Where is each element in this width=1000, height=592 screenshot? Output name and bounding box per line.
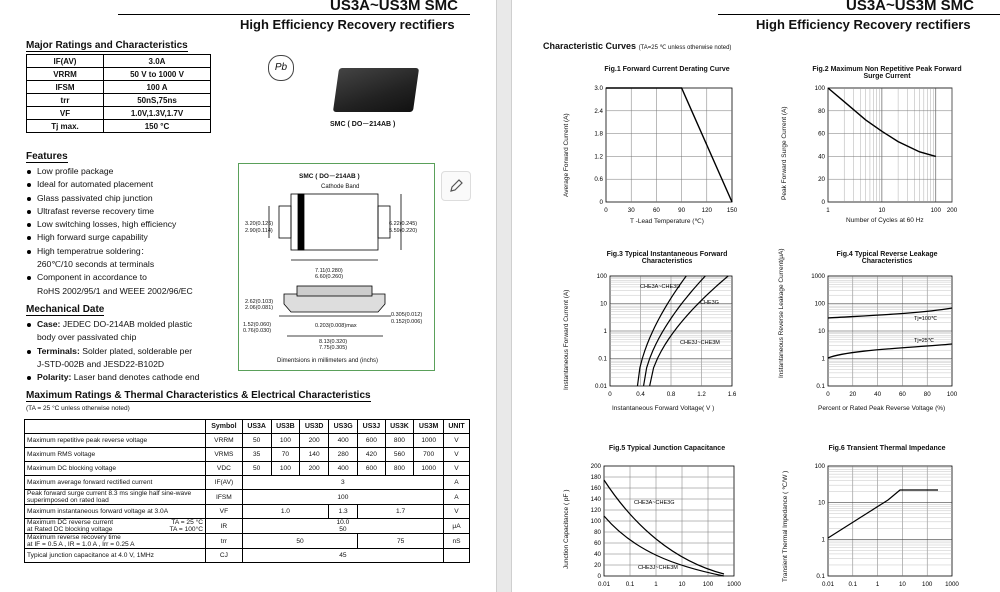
y-tick-label: 120 (590, 507, 601, 514)
mech-terminals-cont: J-STD-002B and JESD22-B102D (37, 358, 165, 369)
x-tick-label: 0 (826, 391, 830, 398)
y-tick-label: 100 (590, 518, 601, 525)
param-cell: Maximum repetitive peak reverse voltage (25, 434, 206, 448)
table-row (25, 476, 470, 490)
fig4-title: Fig.4 Typical Reverse Leakage Characteristics (836, 251, 938, 265)
feature-item: Component in accordance to (26, 271, 236, 284)
feature-item: Glass passivated chip junction (26, 192, 236, 205)
rating-symbol: trr (27, 94, 104, 107)
y-tick-label: 1 (821, 355, 825, 363)
dim-label: 2.62(0.103) (245, 299, 274, 305)
unit-cell: V (444, 505, 470, 519)
table-row (25, 434, 470, 448)
x-tick-label: 80 (923, 391, 931, 398)
x-tick-label: 1000 (727, 581, 741, 588)
fig1-xlabel: T -Lead Temperature (℃) (630, 218, 704, 225)
x-tick-label: 0 (608, 391, 612, 398)
table-header-cell: US3A (242, 420, 271, 434)
x-tick-label: 0.4 (636, 391, 645, 398)
value-cell: 600 (358, 434, 385, 448)
y-tick-label: 20 (594, 562, 601, 569)
feature-item: Low profile package (26, 165, 236, 178)
value-cell: 800 (385, 434, 414, 448)
value-cell: 400 (329, 462, 358, 476)
y-tick-label: 100 (596, 273, 607, 280)
unit-cell: V (444, 448, 470, 462)
y-tick-label: 0.01 (594, 383, 607, 390)
mech-terminals: Terminals: Solder plated, solderable per (26, 345, 246, 358)
header-rule (118, 14, 470, 15)
dim-label: 2.90(0.114) (245, 228, 273, 234)
y-tick-label: 3.0 (594, 85, 603, 92)
package-drawing (238, 163, 435, 371)
dim-label: 0.152(0.006) (391, 319, 423, 325)
value-cell: 45 (242, 549, 443, 563)
legend-label: CHE3A~CHE3G (634, 500, 675, 506)
table-header-cell (25, 420, 206, 434)
param-cell: Maximum RMS voltage (25, 448, 206, 462)
mechanical-list (26, 318, 246, 384)
dim-label: 1.52(0.060) (243, 322, 272, 328)
param-cell: Typical junction capacitance at 4.0 V, 1MHz (25, 549, 206, 563)
feature-item-cont: 260℃/10 seconds at terminals (37, 259, 155, 270)
package-label: SMC ( DO－214AB ) (330, 121, 396, 128)
x-tick-label: 100 (930, 207, 941, 214)
unit-cell: μA (444, 519, 470, 534)
legend-label: Tj=25℃ (914, 338, 935, 344)
value-cell: 75 (358, 534, 444, 549)
y-tick-label: 1.2 (594, 153, 603, 161)
fig2-chart (792, 82, 972, 222)
page-title: US3A~US3M SMC (846, 0, 974, 14)
table-row (25, 534, 470, 549)
y-tick-label: 2.4 (594, 107, 603, 115)
x-tick-label: 1000 (945, 581, 959, 588)
value-cell: 10.0 50 (242, 519, 443, 534)
fig3-title: Fig.3 Typical Instantaneous Forward Characteristics (606, 251, 728, 265)
value-cell: 420 (358, 448, 385, 462)
unit-cell: V (444, 462, 470, 476)
major-rating-row (27, 81, 211, 94)
value-cell: 100 (242, 490, 443, 505)
datasheet-page-2 (512, 0, 1000, 592)
symbol-cell: IF(AV) (206, 476, 243, 490)
value-cell: 100 (271, 434, 300, 448)
x-tick-label: 60 (898, 391, 906, 398)
x-tick-label: 100 (702, 581, 714, 588)
value-cell: 1.7 (358, 505, 444, 519)
x-tick-label: 0 (604, 207, 608, 214)
value-cell: 70 (271, 448, 300, 462)
x-tick-label: 90 (678, 207, 686, 214)
table-row (25, 519, 470, 534)
major-rating-row (27, 120, 211, 133)
y-tick-label: 10 (818, 328, 825, 335)
rating-symbol: VRRM (27, 68, 104, 81)
table-header-cell: UNIT (444, 420, 470, 434)
fig3-chart (572, 270, 752, 400)
fig2-title: Fig.2 Maximum Non Repetitive Peak Forward Surge Current (812, 66, 962, 80)
unit-cell: nS (444, 534, 470, 549)
major-rating-row (27, 68, 211, 81)
x-tick-label: 100 (922, 581, 933, 588)
legend-label: CHE3A~CHE3D (640, 284, 681, 290)
symbol-cell: VRRM (206, 434, 243, 448)
table-row (25, 490, 470, 505)
dim-label: 8.13(0.320) (319, 339, 348, 345)
rating-value: 1.0V,1.3V,1.7V (104, 107, 211, 120)
drawing-title: SMC ( DO－214AB ) (299, 173, 360, 180)
x-tick-label: 1.2 (697, 391, 706, 398)
value-cell: 50 (242, 434, 271, 448)
fig3-ylabel: Instantaneous Forward Current (A) (563, 289, 570, 390)
mech-case-cont: body over passivated chip (37, 332, 137, 343)
x-tick-label: 60 (652, 207, 660, 214)
value-cell: 35 (242, 448, 271, 462)
value-cell: 50 (242, 462, 271, 476)
page-subtitle: High Efficiency Recovery rectifiers (756, 17, 971, 32)
value-cell: 800 (385, 462, 414, 476)
table-row (25, 549, 470, 563)
x-tick-label: 0.1 (625, 581, 635, 588)
y-tick-label: 40 (594, 551, 601, 558)
fig4-ylabel: Instantaneous Reverse Leakage Current(μA) (778, 248, 785, 378)
x-tick-label: 10 (898, 581, 906, 588)
plot-frame (828, 466, 952, 576)
table-header-cell: US3M (414, 420, 444, 434)
rating-value: 150 °C (104, 120, 211, 133)
features-list (26, 165, 236, 298)
y-tick-label: 160 (590, 485, 601, 492)
rating-symbol: Tj max. (27, 120, 104, 133)
y-tick-label: 1.8 (594, 130, 603, 138)
y-tick-label: 100 (814, 300, 825, 308)
unit-cell: A (444, 476, 470, 490)
unit-cell (444, 549, 470, 563)
x-tick-label: 1 (826, 207, 830, 214)
dim-label: 0.203(0.008)max (315, 323, 357, 329)
fig4-xlabel: Percent or Rated Peak Reverse Voltage (%) (818, 405, 946, 412)
pb-symbol: Pb (274, 62, 288, 73)
value-cell: 50 (242, 534, 357, 549)
y-tick-label: 0.1 (598, 355, 607, 363)
param-cell: Peak forward surge current 8.3 ms single half sine-wave superimposed on rated load (25, 490, 206, 505)
dim-label: 3.20(0.126) (245, 221, 274, 227)
value-cell: 400 (329, 434, 358, 448)
x-tick-label: 0.8 (666, 391, 676, 398)
cathode-band-label: Cathode Band (321, 184, 360, 190)
plot-frame (606, 88, 732, 202)
table-row (25, 462, 470, 476)
param-cell: Maximum average forward rectified current (25, 476, 206, 490)
x-tick-label: 120 (701, 207, 712, 214)
major-rating-row (27, 107, 211, 120)
y-tick-label: 100 (814, 85, 825, 92)
page-gutter (496, 0, 512, 592)
features-heading: Features (26, 151, 68, 162)
x-tick-label: 40 (874, 391, 882, 398)
x-tick-label: 30 (627, 207, 635, 214)
dim-label: 6.22(0.245) (389, 221, 418, 227)
value-cell: 200 (300, 462, 329, 476)
x-tick-label: 0.01 (597, 581, 611, 588)
x-tick-label: 100 (946, 391, 958, 398)
fig6-chart (792, 460, 972, 592)
fig1-ylabel: Average Forward Current (A) (563, 113, 570, 197)
param-cell: Maximum DC blocking voltage (25, 462, 206, 476)
value-cell: 280 (329, 448, 358, 462)
table-header-cell: US3D (300, 420, 329, 434)
table-header-cell: US3K (385, 420, 414, 434)
fig5-title: Fig.5 Typical Junction Capacitance (608, 445, 726, 452)
drawing-footer: Dimentsions in millimeters and (inchs) (277, 358, 379, 364)
x-tick-label: 0.1 (848, 581, 858, 588)
major-rating-row (27, 94, 211, 107)
fig1-chart (572, 82, 752, 222)
param-cell: Maximum instantaneous forward voltage at 3.0A (25, 505, 206, 519)
feature-item: High temperatrue soldering： (26, 245, 236, 258)
x-tick-label: 10 (678, 581, 686, 588)
mech-polarity: Polarity: Laser band denotes cathode end (26, 371, 246, 384)
x-tick-label: 0.01 (821, 581, 835, 588)
value-cell: 1000 (414, 434, 444, 448)
dim-label: 5.59(0.220) (389, 228, 418, 234)
legend-label: CHE3J~CHE3M (680, 340, 720, 346)
unit-cell: V (444, 434, 470, 448)
y-tick-label: 0 (597, 573, 601, 580)
package-photo (333, 68, 419, 112)
symbol-cell: trr (206, 534, 243, 549)
feature-item: Ideal for automated placement (26, 178, 236, 191)
y-tick-label: 100 (814, 463, 825, 470)
y-tick-label: 0.1 (816, 383, 825, 390)
x-tick-label: 10 (878, 207, 886, 214)
y-tick-label: 20 (818, 176, 825, 184)
pencil-icon (442, 172, 470, 200)
legend-label: CHE3G (700, 300, 719, 306)
dim-label: 2.06(0.081) (245, 305, 274, 311)
dim-label: 7.75(0.305) (319, 345, 348, 351)
value-cell: 560 (385, 448, 414, 462)
value-cell: 3 (242, 476, 443, 490)
y-tick-label: 0 (821, 199, 825, 206)
fig3-xlabel: Instantaneous Forward Voltage( V ) (612, 405, 715, 412)
rating-value: 50 V to 1000 V (104, 68, 211, 81)
header-rule (718, 14, 1000, 15)
fig5-chart (572, 460, 752, 592)
value-cell: 1.3 (329, 505, 358, 519)
y-tick-label: 60 (818, 130, 825, 138)
value-cell: 100 (271, 462, 300, 476)
param-cell: Maximum DC reverse current TA = 25 °C at Rated DC blocking voltage TA = 100°C (25, 519, 206, 534)
y-tick-label: 0.6 (594, 176, 603, 184)
curves-note: (TA=25 ℃ unless otherwise noted) (638, 45, 732, 51)
symbol-cell: IR (206, 519, 243, 534)
rating-symbol: IF(AV) (27, 55, 104, 68)
x-tick-label: 1 (654, 581, 658, 588)
x-tick-label: 200 (946, 207, 958, 214)
table-row (25, 505, 470, 519)
rating-value: 100 A (104, 81, 211, 94)
dim-label: 0.76(0.030) (243, 328, 272, 334)
rating-value: 3.0A (104, 55, 211, 68)
value-cell: 200 (300, 434, 329, 448)
edit-button[interactable] (441, 171, 471, 201)
y-tick-label: 180 (590, 474, 601, 481)
page-subtitle: High Efficiency Recovery rectifiers (240, 17, 455, 32)
fig6-ylabel: Transient Thermal Impedance ( ℃/W ) (782, 470, 789, 582)
legend-label: Tj=100℃ (914, 316, 938, 322)
table-row (25, 448, 470, 462)
y-tick-label: 1000 (811, 273, 825, 280)
major-rating-row (27, 55, 211, 68)
value-cell: 1.0 (242, 505, 328, 519)
y-tick-label: 80 (818, 107, 825, 115)
value-cell: 1000 (414, 462, 444, 476)
x-tick-label: 1.6 (727, 391, 737, 398)
dim-label: 7.11(0.280) (315, 268, 343, 274)
dim-label: 0.305(0.012) (391, 312, 423, 318)
fig2-xlabel: Number of Cycles at 60 Hz (846, 217, 924, 224)
table-header-cell: US3B (271, 420, 300, 434)
x-tick-label: 1 (875, 581, 880, 588)
y-tick-label: 0.1 (816, 573, 825, 580)
fig4-chart (792, 270, 972, 400)
dim-label: 6.60(0.260) (315, 274, 344, 280)
value-cell: 140 (300, 448, 329, 462)
y-tick-label: 10 (600, 300, 607, 308)
rating-value: 50nS,75ns (104, 94, 211, 107)
y-tick-label: 40 (818, 153, 825, 161)
rating-symbol: IFSM (27, 81, 104, 94)
x-tick-label: 20 (849, 391, 857, 398)
feature-item: High forward surge capability (26, 231, 236, 244)
symbol-cell: VF (206, 505, 243, 519)
electrical-table (24, 419, 470, 563)
y-tick-label: 200 (590, 463, 601, 470)
fig1-title: Fig.1 Forward Current Derating Curve (604, 66, 730, 73)
param-cell: Maximum reverse recovery time at IF = 0.5 A , IR = 1.0 A , Irr = 0.25 A (25, 534, 206, 549)
feature-item: Ultrafast reverse recovery time (26, 205, 236, 218)
table-header-cell: US3G (329, 420, 358, 434)
symbol-cell: CJ (206, 549, 243, 563)
mech-case: Case: JEDEC DO-214AB molded plastic (26, 318, 246, 331)
feature-item: Low switching losses, high efficiency (26, 218, 236, 231)
max-ratings-heading: Maximum Ratings & Thermal Characteristics & Electrical Characteristics (26, 390, 371, 401)
curves-heading: Characteristic Curves (TA=25 ℃ unless otherwise noted) (543, 41, 732, 51)
x-tick-label: 150 (726, 207, 738, 214)
table-header-cell: US3J (358, 420, 385, 434)
value-cell: 700 (414, 448, 444, 462)
legend-label: CHE3J~CHE3M (638, 565, 678, 571)
datasheet-page-1 (0, 0, 496, 592)
page-title: US3A~US3M SMC (330, 0, 458, 14)
symbol-cell: IFSM (206, 490, 243, 505)
table-header-cell: Symbol (206, 420, 243, 434)
major-ratings-table (26, 54, 211, 133)
y-tick-label: 0 (599, 199, 603, 206)
y-tick-label: 60 (594, 540, 601, 547)
unit-cell: A (444, 490, 470, 505)
y-tick-label: 140 (590, 496, 601, 503)
major-ratings-heading: Major Ratings and Characteristics (26, 40, 188, 51)
y-tick-label: 80 (594, 529, 601, 536)
y-tick-label: 1 (821, 536, 825, 544)
symbol-cell: VDC (206, 462, 243, 476)
rating-symbol: VF (27, 107, 104, 120)
y-tick-label: 10 (818, 499, 825, 507)
value-cell: 600 (358, 462, 385, 476)
fig6-title: Fig.6 Transient Thermal Impedance (828, 445, 946, 452)
fig5-ylabel: Junction Capacitance ( pF ) (563, 489, 570, 569)
max-ratings-note: (TA = 25 °C unless otherwise noted) (26, 405, 130, 412)
mechanical-heading: Mechanical Date (26, 304, 105, 315)
y-tick-label: 1 (603, 328, 607, 335)
table-header-row (25, 420, 470, 434)
fig2-ylabel: Peak Forward Surge Current (A) (781, 106, 788, 200)
symbol-cell: VRMS (206, 448, 243, 462)
feature-item-cont: RoHS 2002/95/1 and WEEE 2002/96/EC (37, 285, 193, 296)
pb-free-icon (268, 55, 294, 81)
